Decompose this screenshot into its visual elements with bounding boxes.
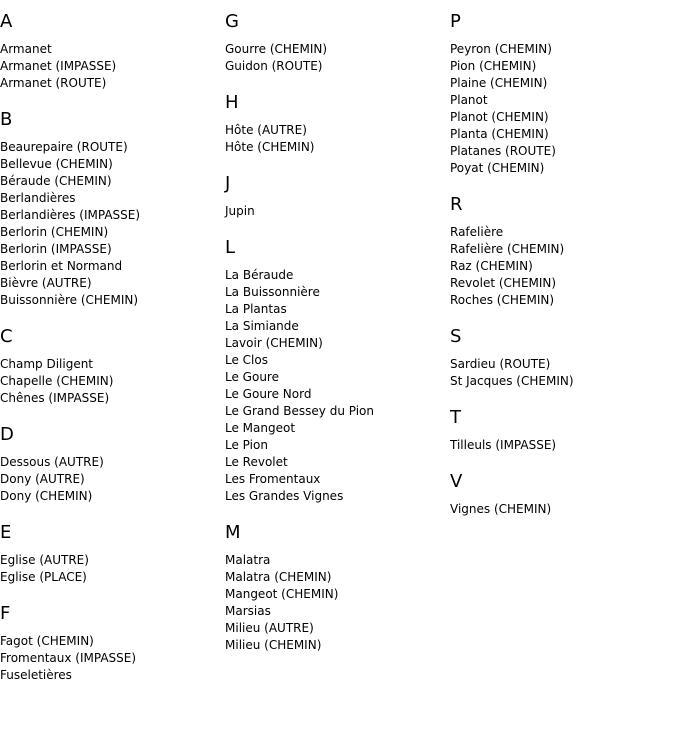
letter-group-f <box>0 603 225 684</box>
street-link[interactable]: Planot <box>450 93 488 107</box>
letter-group-j <box>225 173 450 220</box>
street-link[interactable]: Peyron (CHEMIN) <box>450 42 552 56</box>
street-link[interactable]: Fagot (CHEMIN) <box>0 634 94 648</box>
street-link[interactable]: Milieu (AUTRE) <box>225 621 314 635</box>
letter-heading: D <box>0 424 14 445</box>
street-list <box>225 267 450 505</box>
street-link[interactable]: Jupin <box>225 204 255 218</box>
index-column-2 <box>225 11 450 671</box>
street-link[interactable]: Lavoir (CHEMIN) <box>225 336 323 350</box>
street-link[interactable]: Armanet <box>0 42 52 56</box>
street-link[interactable]: Malatra <box>225 553 271 567</box>
street-link[interactable]: Rafelière <box>450 225 504 239</box>
letter-group-a <box>0 11 225 92</box>
street-link[interactable]: Plaine (CHEMIN) <box>450 76 548 90</box>
street-link[interactable]: Bièvre (AUTRE) <box>0 276 92 290</box>
street-link[interactable]: Guidon (ROUTE) <box>225 59 323 73</box>
street-link[interactable]: Eglise (AUTRE) <box>0 553 89 567</box>
street-link[interactable]: Berlandières (IMPASSE) <box>0 208 141 222</box>
letter-group-d <box>0 424 225 505</box>
street-link[interactable]: La Simiande <box>225 319 299 333</box>
street-link[interactable]: Champ Diligent <box>0 357 94 371</box>
letter-group-s <box>450 326 675 390</box>
street-link[interactable]: Platanes (ROUTE) <box>450 144 556 158</box>
street-link[interactable]: Dony (CHEMIN) <box>0 489 93 503</box>
street-link[interactable]: Armanet (ROUTE) <box>0 76 107 90</box>
letter-heading: R <box>450 194 463 215</box>
letter-group-e <box>0 522 225 586</box>
street-link[interactable]: Fuseletières <box>0 668 72 682</box>
street-link[interactable]: Les Fromentaux <box>225 472 321 486</box>
letter-heading: B <box>0 109 13 130</box>
street-link[interactable]: Dony (AUTRE) <box>0 472 85 486</box>
street-link[interactable]: Armanet (IMPASSE) <box>0 59 117 73</box>
street-link[interactable]: Le Clos <box>225 353 268 367</box>
street-list <box>225 122 450 156</box>
street-link[interactable]: Le Mangeot <box>225 421 296 435</box>
street-link[interactable]: Fromentaux (IMPASSE) <box>0 651 137 665</box>
street-link[interactable]: Pion (CHEMIN) <box>450 59 537 73</box>
street-list <box>0 552 225 586</box>
street-link[interactable]: Hôte (CHEMIN) <box>225 140 315 154</box>
street-link[interactable]: La Plantas <box>225 302 287 316</box>
street-link[interactable]: Planta (CHEMIN) <box>450 127 549 141</box>
street-link[interactable]: Le Grand Bessey du Pion <box>225 404 375 418</box>
street-link[interactable]: Milieu (CHEMIN) <box>225 638 322 652</box>
street-list <box>450 224 675 309</box>
index-column-3 <box>450 11 675 535</box>
street-link[interactable]: Roches (CHEMIN) <box>450 293 555 307</box>
street-link[interactable]: Raz (CHEMIN) <box>450 259 533 273</box>
street-list <box>0 41 225 92</box>
letter-group-r <box>450 194 675 309</box>
street-link[interactable]: Berlandières <box>0 191 76 205</box>
street-link[interactable]: Poyat (CHEMIN) <box>450 161 545 175</box>
letter-group-t <box>450 407 675 454</box>
street-link[interactable]: Le Goure Nord <box>225 387 312 401</box>
street-link[interactable]: Buissonnière (CHEMIN) <box>0 293 139 307</box>
street-link[interactable]: Le Revolet <box>225 455 288 469</box>
street-link[interactable]: Berlorin (IMPASSE) <box>0 242 112 256</box>
letter-heading: E <box>0 522 12 543</box>
letter-heading: G <box>225 11 239 32</box>
street-link[interactable]: St Jacques (CHEMIN) <box>450 374 574 388</box>
letter-heading: A <box>0 11 13 32</box>
letter-heading: T <box>450 407 461 428</box>
street-link[interactable]: Hôte (AUTRE) <box>225 123 307 137</box>
street-list <box>0 139 225 309</box>
street-link[interactable]: Beaurepaire (ROUTE) <box>0 140 128 154</box>
letter-heading: P <box>450 11 461 32</box>
letter-group-p <box>450 11 675 177</box>
street-link[interactable]: Béraude (CHEMIN) <box>0 174 112 188</box>
street-list <box>450 356 675 390</box>
letter-heading: C <box>0 326 13 347</box>
street-link[interactable]: Chapelle (CHEMIN) <box>0 374 114 388</box>
index-column-1 <box>0 11 225 701</box>
street-link[interactable]: La Béraude <box>225 268 294 282</box>
street-list <box>0 454 225 505</box>
street-link[interactable]: La Buissonnière <box>225 285 320 299</box>
street-link[interactable]: Les Grandes Vignes <box>225 489 344 503</box>
street-link[interactable]: Sardieu (ROUTE) <box>450 357 551 371</box>
street-link[interactable]: Malatra (CHEMIN) <box>225 570 332 584</box>
letter-heading: S <box>450 326 462 347</box>
letter-group-h <box>225 92 450 156</box>
letter-group-b <box>0 109 225 309</box>
letter-group-g <box>225 11 450 75</box>
letter-group-l <box>225 237 450 505</box>
street-link[interactable]: Bellevue (CHEMIN) <box>0 157 113 171</box>
street-list <box>225 203 450 220</box>
street-link[interactable]: Planot (CHEMIN) <box>450 110 549 124</box>
street-link[interactable]: Tilleuls (IMPASSE) <box>450 438 557 452</box>
letter-heading: M <box>225 522 241 543</box>
street-link[interactable]: Marsias <box>225 604 271 618</box>
letter-heading: L <box>225 237 236 258</box>
street-list <box>450 501 675 518</box>
letter-group-c <box>0 326 225 407</box>
street-list <box>450 437 675 454</box>
street-list <box>225 552 450 654</box>
letter-group-v <box>450 471 675 518</box>
street-link[interactable]: Le Pion <box>225 438 268 452</box>
street-link[interactable]: Chênes (IMPASSE) <box>0 391 110 405</box>
letter-heading: H <box>225 92 239 113</box>
street-link[interactable]: Le Goure <box>225 370 279 384</box>
street-link[interactable]: Mangeot (CHEMIN) <box>225 587 339 601</box>
street-link[interactable]: Berlorin et Normand <box>0 259 123 273</box>
street-list <box>0 356 225 407</box>
street-list <box>225 41 450 75</box>
letter-heading: J <box>225 173 231 194</box>
street-link[interactable]: Vignes (CHEMIN) <box>450 502 552 516</box>
letter-group-m <box>225 522 450 654</box>
street-list <box>450 41 675 177</box>
street-link[interactable]: Rafelière (CHEMIN) <box>450 242 565 256</box>
street-link[interactable]: Dessous (AUTRE) <box>0 455 104 469</box>
street-link[interactable]: Gourre (CHEMIN) <box>225 42 328 56</box>
letter-heading: V <box>450 471 463 492</box>
street-link[interactable]: Berlorin (CHEMIN) <box>0 225 109 239</box>
street-link[interactable]: Revolet (CHEMIN) <box>450 276 557 290</box>
street-list <box>0 633 225 684</box>
letter-heading: F <box>0 603 11 624</box>
street-link[interactable]: Eglise (PLACE) <box>0 570 87 584</box>
